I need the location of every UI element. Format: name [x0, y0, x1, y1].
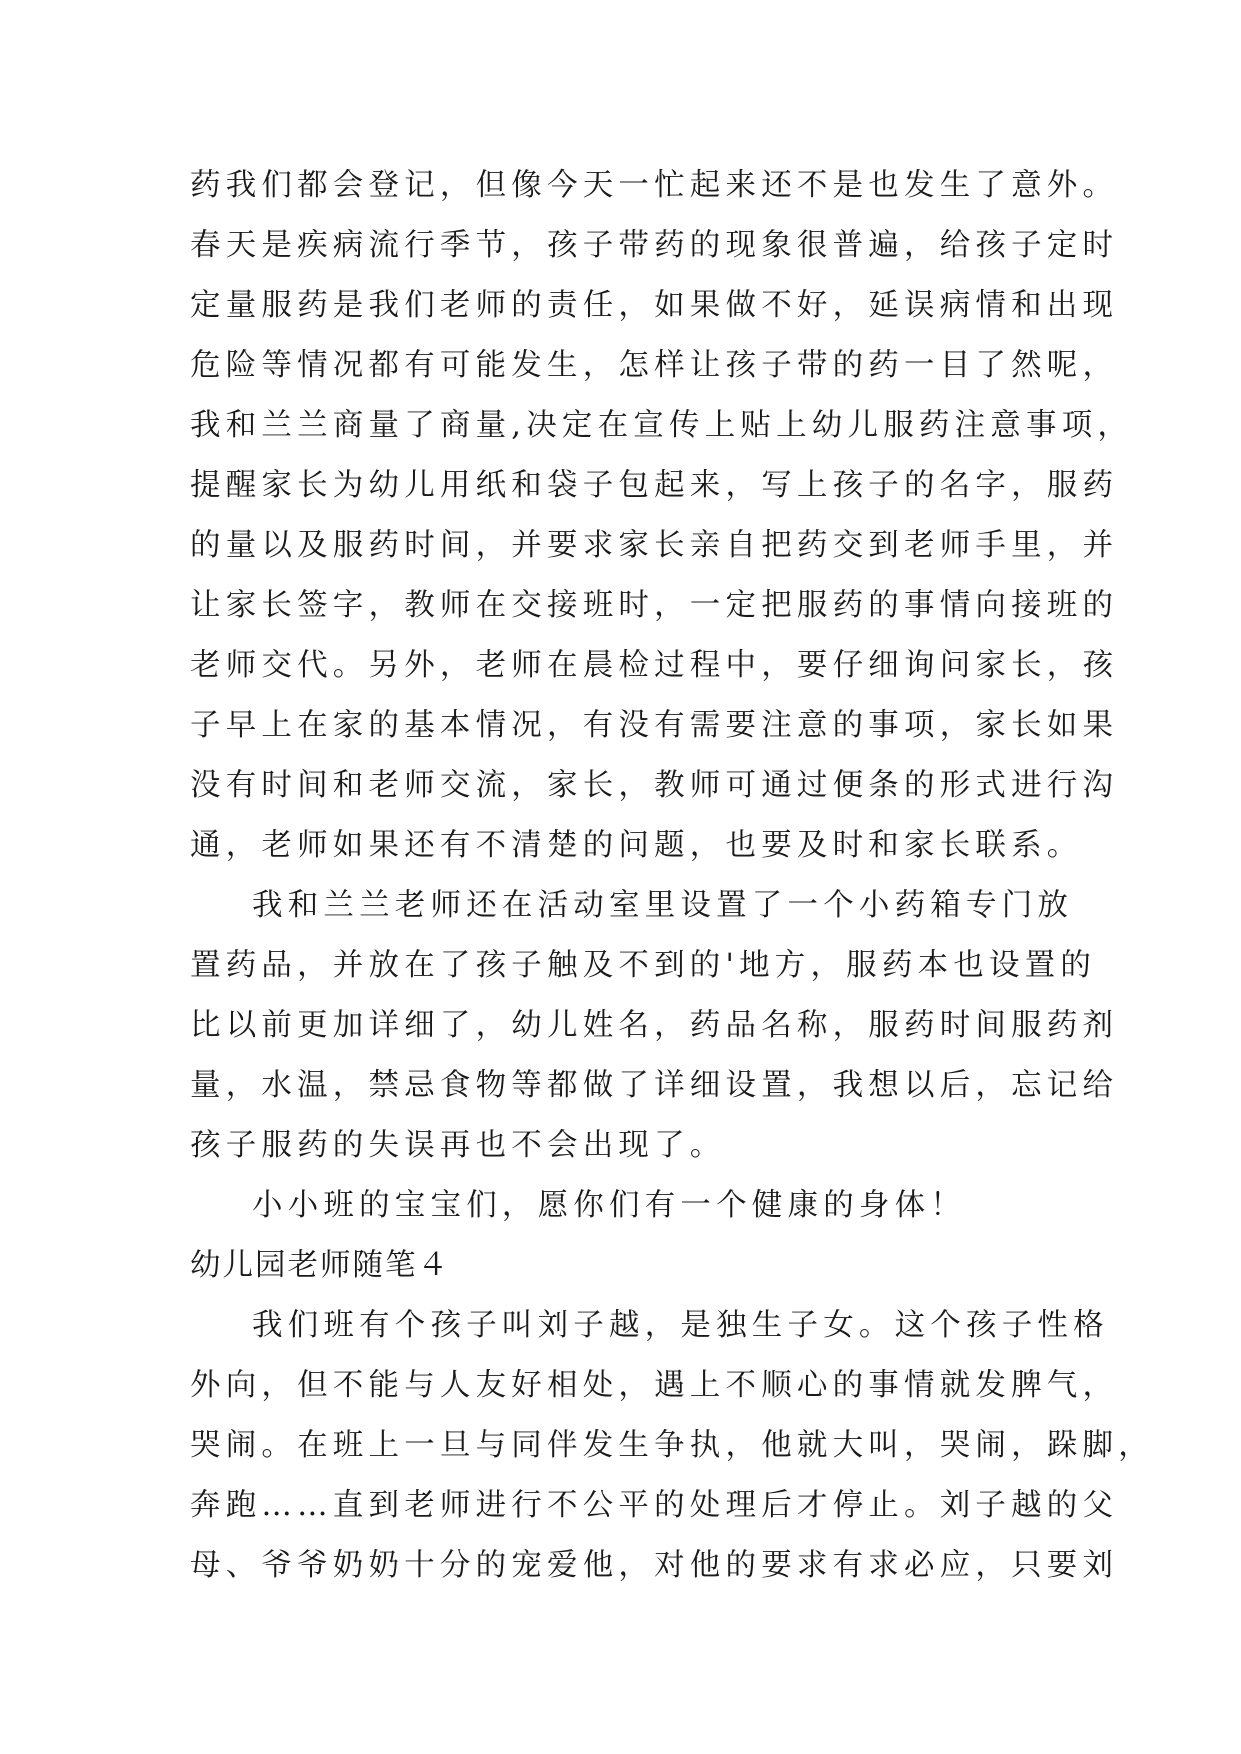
text-line: 量，水温，禁忌食物等都做了详细设置，我想以后，忘记给 [190, 1068, 1119, 1103]
text-line: 的量以及服药时间，并要求家长亲自把药交到老师手里，并 [190, 528, 1119, 563]
text-line: 外向，但不能与人友好相处，遇上不顺心的事情就发脾气， [190, 1368, 1119, 1403]
text-line: 定量服药是我们老师的责任，如果做不好，延误病情和出现 [190, 288, 1119, 323]
paragraph-liu-ziyue [190, 1296, 1154, 1596]
section-heading: 幼儿园老师随笔４ [190, 1248, 450, 1283]
text-line: 通，老师如果还有不清楚的问题，也要及时和家长联系。 [190, 828, 1083, 863]
text-line: 母、爷爷奶奶十分的宠爱他，对他的要求有求必应，只要刘 [190, 1548, 1119, 1583]
text-line: 小小班的宝宝们，愿你们有一个健康的身体！ [252, 1188, 966, 1223]
text-line: 奔跑……直到老师进行不公平的处理后才停止。刘子越的父 [190, 1488, 1119, 1523]
text-line: 春天是疾病流行季节，孩子带药的现象很普遍，给孩子定时 [190, 228, 1119, 263]
text-line: 子早上在家的基本情况，有没有需要注意的事项，家长如果 [190, 708, 1119, 743]
text-line: 危险等情况都有可能发生，怎样让孩子带的药一目了然呢， [190, 348, 1119, 383]
text-line: 老师交代。另外，老师在晨检过程中，要仔细询问家长，孩 [190, 648, 1119, 683]
paragraph-wish [190, 1176, 1070, 1236]
text-line: 我们班有个孩子叫刘子越，是独生子女。这个孩子性格 [252, 1308, 1109, 1343]
text-line: 让家长签字，教师在交接班时，一定把服药的事情向接班的 [190, 588, 1119, 623]
document-body [190, 156, 1154, 1596]
text-line: 没有时间和老师交流，家长，教师可通过便条的形式进行沟 [190, 768, 1119, 803]
paragraph-medicine-box [190, 876, 1119, 1176]
text-line: 我和兰兰商量了商量,决定在宣传上贴上幼儿服药注意事项， [190, 408, 1134, 443]
text-line: 我和兰兰老师还在活动室里设置了一个小药箱专门放 [252, 888, 1074, 923]
paragraph-medicine-registration [190, 156, 1134, 876]
text-line: 置药品，并放在了孩子触及不到的'地方，服药本也设置的 [190, 948, 1097, 983]
text-line: 哭闹。在班上一旦与同伴发生争执，他就大叫，哭闹，跺脚， [190, 1428, 1154, 1463]
text-line: 孩子服药的失误再也不会出现了。 [190, 1128, 726, 1163]
text-line: 比以前更加详细了，幼儿姓名，药品名称，服药时间服药剂 [190, 1008, 1119, 1043]
text-line: 药我们都会登记，但像今天一忙起来还不是也发生了意外。 [190, 168, 1119, 203]
text-line: 提醒家长为幼儿用纸和袋子包起来，写上孩子的名字，服药 [190, 468, 1119, 503]
